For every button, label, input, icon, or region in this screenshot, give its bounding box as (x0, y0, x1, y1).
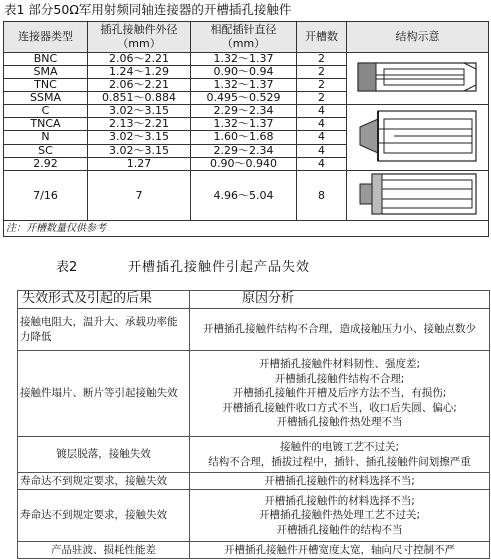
cell-pin: 1.32～1.37 (191, 53, 297, 66)
cell-type: SSMA (4, 92, 88, 105)
cell-cause: 开槽插孔接触件的材料选择不当; 开槽插孔接触件热处理工艺不过关; 开槽插孔接触件的结构不当 (190, 490, 490, 542)
table-row (4, 171, 489, 221)
cell-pin: 0.90～0.940 (191, 157, 297, 170)
cell-failure-mode: 产品驻波、损耗性能差 (18, 542, 190, 559)
table-row (4, 53, 489, 66)
cell-outer: 3.02～3.15 (88, 144, 191, 157)
cell-outer: 0.851～0.884 (88, 92, 191, 105)
cell-pin: 4.96～5.04 (191, 171, 297, 221)
cell-failure-mode: 接触件塌片、断片等引起接触失效 (18, 351, 190, 437)
cell-cause: 开槽插孔接触件材料韧性、强度差; 开槽插孔接触件结构不合理; 开槽插孔接触件开槽及后序方法不当，有损伤; 开槽插孔接触件收口方式不当，收口后失圆、偏心; 开槽插孔接触件热处理不当 (190, 351, 490, 437)
cell-type: SMA (4, 66, 88, 79)
cell-type: 2.92 (4, 157, 88, 170)
cell-type: SC (4, 144, 88, 157)
table-row (18, 490, 490, 542)
cell-type: C (4, 105, 88, 118)
cell-pin: 1.32～1.37 (191, 118, 297, 131)
table-row (18, 473, 490, 490)
cell-outer: 2.13～2.21 (88, 118, 191, 131)
table-row (18, 351, 490, 437)
cell-failure-mode: 接触电阻大，温升大、承载功率能 力降低 (18, 309, 190, 351)
col-header-pin-diameter: 相配插针直径 （mm） (191, 22, 297, 53)
cell-slots: 4 (297, 157, 347, 170)
table2-label: 表2 (56, 260, 78, 275)
col-header-failure-mode: 失效形式及引起的后果 (18, 291, 190, 309)
col-header-outer-diameter: 插孔接触件外径 （mm） (88, 22, 191, 53)
cell-type: TNCA (4, 118, 88, 131)
cell-failure-mode: 寿命达不到规定要求，接触失效 (18, 473, 190, 490)
cell-cause: 开槽插孔接触件开槽宽度太宽，轴向尺寸控制不严 (190, 542, 490, 559)
table-row (18, 309, 490, 351)
cell-slots: 4 (297, 118, 347, 131)
cell-type: BNC (4, 53, 88, 66)
table-note-row (4, 221, 489, 237)
col-header-cause: 原因分析 (190, 291, 490, 309)
cell-outer: 1.24～1.29 (88, 66, 191, 79)
contact-drawing-2slot (354, 55, 482, 99)
cell-pin: 0.90～0.94 (191, 66, 297, 79)
table-row (18, 437, 490, 473)
cell-type: 7/16 (4, 171, 88, 221)
cell-slots: 2 (297, 79, 347, 92)
cell-slots: 4 (297, 144, 347, 157)
cell-slots: 2 (297, 66, 347, 79)
table-row (4, 105, 489, 118)
col-header-type: 连接器类型 (4, 22, 88, 53)
failure-table (17, 290, 490, 559)
cell-cause: 接触件的电镀工艺不过关; 结构不合理，插拔过程中，插针、插孔接触件间划擦严重 (190, 437, 490, 473)
cell-slots: 4 (297, 105, 347, 118)
table-row (18, 542, 490, 559)
cell-outer: 3.02～3.15 (88, 131, 191, 144)
cell-outer: 2.06～2.21 (88, 79, 191, 92)
two-slot-contact-diagram (347, 53, 489, 105)
table2-title: 开槽插孔接触件引起产品失效 (128, 260, 311, 275)
connector-table (3, 21, 489, 237)
eight-slot-contact-diagram (347, 171, 489, 221)
cell-outer: 7 (88, 171, 191, 221)
col-header-slots: 开槽数 (297, 22, 347, 53)
cell-slots: 2 (297, 92, 347, 105)
cell-pin: 1.60～1.68 (191, 131, 297, 144)
cell-pin: 1.32～1.37 (191, 79, 297, 92)
contact-drawing-8slot (354, 171, 482, 217)
table1-title: 表1 部分50Ω军用射频同轴连接器的开槽插孔接触件 (4, 2, 292, 17)
cell-pin: 2.29～2.34 (191, 105, 297, 118)
cell-outer: 2.06～2.21 (88, 53, 191, 66)
cell-cause: 开槽插孔接触件结构不合理，造成接触压力小、接触点数少 (190, 309, 490, 351)
cell-pin: 0.495～0.529 (191, 92, 297, 105)
cell-pin: 2.29～2.34 (191, 144, 297, 157)
four-slot-contact-diagram (347, 105, 489, 171)
cell-slots: 4 (297, 131, 347, 144)
cell-failure-mode: 寿命达不到规定要求，接触失效 (18, 490, 190, 542)
cell-cause: 开槽插孔接触件的材料选择不当; (190, 473, 490, 490)
cell-type: TNC (4, 79, 88, 92)
cell-type: N (4, 131, 88, 144)
cell-outer: 3.02～3.15 (88, 105, 191, 118)
col-header-diagram: 结构示意 (347, 22, 489, 53)
table-note: 注：开槽数量仅供参考 (4, 221, 489, 237)
cell-slots: 2 (297, 53, 347, 66)
contact-drawing-4slot (354, 105, 482, 167)
cell-failure-mode: 镀层脱落，接触失效 (18, 437, 190, 473)
cell-outer: 1.27 (88, 157, 191, 170)
cell-slots: 8 (297, 171, 347, 221)
